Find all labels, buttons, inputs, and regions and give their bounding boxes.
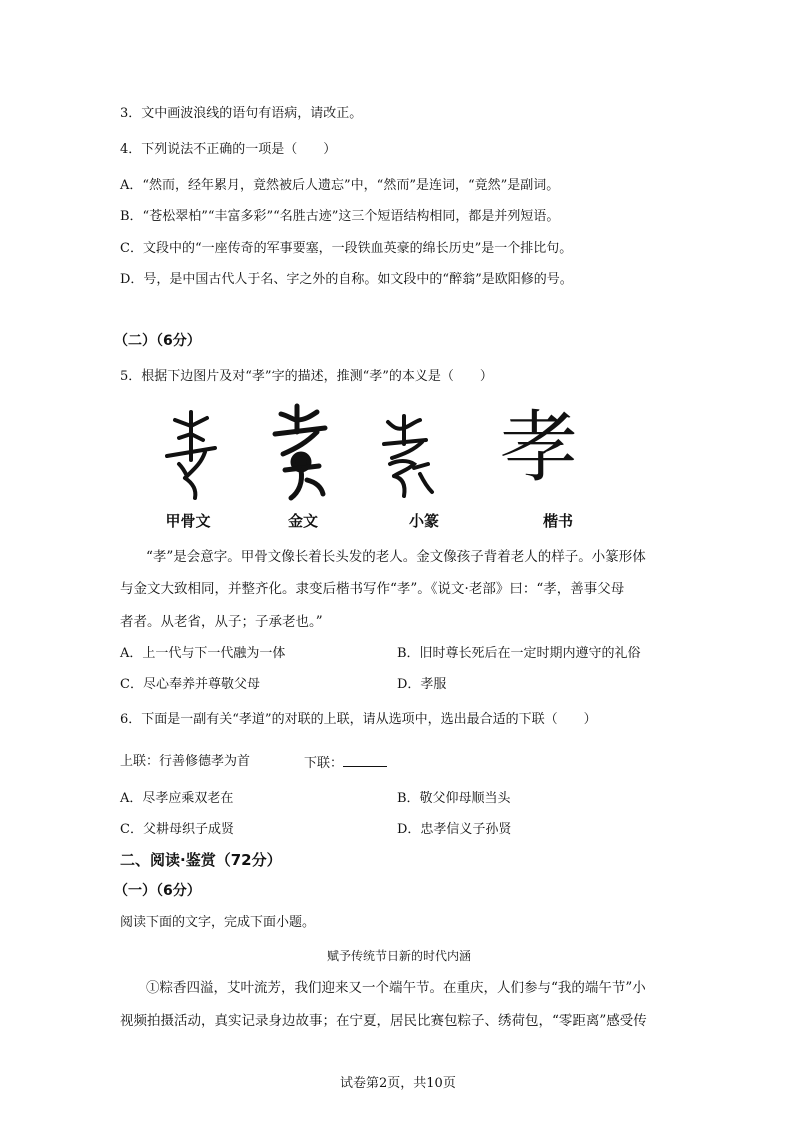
page-footer: 试卷第2页，共10页: [340, 1076, 456, 1091]
section-heading-2: （二）（6分）: [114, 333, 201, 349]
script-label-oracle-bone: 甲骨文: [165, 512, 211, 530]
question-5-stem: 5．根据下边图片及对“孝”字的描述，推测“孝”的本义是（ ）: [120, 369, 493, 384]
question-6-option-b: B．敬父仰母顺当头: [397, 791, 511, 806]
question-5-option-c: C．尽心奉养并尊敬父母: [120, 677, 260, 692]
script-label-bronze: 金文: [287, 512, 318, 530]
kaishu-glyph: 孝: [499, 403, 578, 493]
part-2-subheading: （一）（6分）: [114, 883, 201, 899]
question-6-option-d: D．忠孝信义子孙贤: [397, 822, 512, 837]
question-5-option-a: A．上一代与下一代融为一体: [120, 646, 286, 661]
question-5-description-line-3: 者者。从老省，从子；子承老也。”: [120, 614, 323, 630]
answer-blank: [343, 754, 387, 767]
bronze-script-glyph-image: [245, 398, 355, 508]
couplet-upper-line: 上联：行善修德孝为首: [120, 754, 251, 769]
article-title: 赋予传统节日新的时代内涵: [327, 949, 472, 963]
small-seal-glyph-image: [350, 398, 460, 508]
article-paragraph-line-2: 视频拍摄活动，真实记录身边故事；在宁夏，居民比赛包粽子、绣荷包，“零距离”感受传: [120, 1013, 647, 1029]
question-5-description-line-2: 与金文大致相同，并整齐化。隶变后楷书写作“孝”。《说文·老部》曰：“孝，善事父母: [120, 581, 625, 597]
script-label-small-seal: 小篆: [408, 512, 439, 530]
question-4-option-d: D．号，是中国古代人于名、字之外的自称。如文段中的“醉翁”是欧阳修的号。: [120, 272, 573, 287]
question-4-option-a: A．“然而，经年累月，竟然被后人遗忘”中，“然而”是连词，“竟然”是副词。: [120, 178, 560, 193]
question-6-option-c: C．父耕母织子成贤: [120, 822, 234, 837]
question-6-option-a: A．尽孝应乘双老在: [120, 791, 234, 806]
question-3: 3．文中画波浪线的语句有语病，请改正。: [120, 106, 363, 121]
question-4-option-c: C．文段中的“一座传奇的军事要塞，一段铁血英豪的绵长历史”是一个排比句。: [120, 241, 573, 256]
couplet-lower-label: 下联：: [304, 756, 344, 771]
script-label-regular: 楷书: [542, 512, 573, 530]
oracle-bone-glyph-image: [135, 398, 245, 508]
question-6-stem: 6．下面是一副有关“孝道”的对联的上联，请从选项中，选出最合适的下联（ ）: [120, 712, 597, 727]
part-2-heading: 二、阅读·鉴赏（72分）: [120, 851, 282, 869]
question-4-option-b: B．“苍松翠柏”“丰富多彩”“名胜古迹”这三个短语结构相同，都是并列短语。: [120, 209, 560, 224]
reading-instruction: 阅读下面的文字，完成下面小题。: [120, 915, 316, 930]
article-paragraph-line-1: ①粽香四溢，艾叶流芳，我们迎来又一个端午节。在重庆，人们参与“我的端午节”小: [146, 980, 646, 996]
question-5-option-b: B．旧时尊长死后在一定时期内遵守的礼俗: [397, 646, 641, 661]
couplet-lower-line: [304, 754, 387, 772]
question-5-option-d: D．孝服: [397, 677, 447, 692]
question-4-stem: 4．下列说法不正确的一项是（ ）: [120, 142, 337, 157]
question-5-description-line-1: “孝”是会意字。甲骨文像长着长头发的老人。金文像孩子背着老人的样子。小篆形体: [146, 549, 646, 565]
